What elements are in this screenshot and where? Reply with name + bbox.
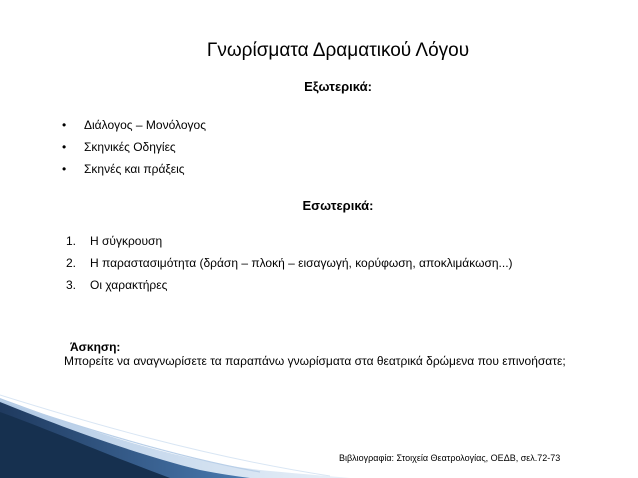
bullet-icon: • (62, 162, 67, 176)
list-item (66, 256, 513, 278)
list-item (66, 234, 513, 256)
exercise-text: Μπορείτε να αναγνωρίσετε τα παραπάνω γνωρίσματα στα θεατρικά δρώμενα που επινοήσατε; (64, 354, 566, 368)
internal-heading: Εσωτερικά: (302, 198, 374, 213)
list-item-text: Διάλογος – Μονόλογος (84, 118, 206, 132)
list-item (62, 140, 206, 162)
external-heading: Εξωτερικά: (304, 79, 372, 94)
list-number: 2. (66, 256, 77, 270)
external-list (62, 118, 206, 184)
list-item-text: Η σύγκρουση (90, 234, 163, 248)
list-number: 3. (66, 278, 77, 292)
list-item (66, 278, 513, 300)
list-item-text: Σκηνές και πράξεις (84, 162, 185, 176)
list-item-text: Η παραστασιμότητα (δράση – πλοκή – εισαγωγή, κορύφωση, αποκλιμάκωση...) (90, 256, 513, 270)
list-item (62, 118, 206, 140)
bullet-icon: • (62, 140, 67, 154)
bibliography-note: Βιβλιογραφία: Στοιχεία Θεατρολογίας, ΟΕΔΒ, σελ.72-73 (339, 453, 561, 463)
bullet-icon: • (62, 118, 67, 132)
slide-title: Γνωρίσματα Δραματικού Λόγου (206, 40, 470, 61)
list-item-text: Σκηνικές Οδηγίες (84, 140, 176, 154)
list-item (62, 162, 206, 184)
internal-list (66, 234, 513, 300)
exercise-title: Άσκηση: (70, 340, 121, 354)
list-item-text: Οι χαρακτήρες (90, 278, 168, 292)
list-number: 1. (66, 234, 77, 248)
